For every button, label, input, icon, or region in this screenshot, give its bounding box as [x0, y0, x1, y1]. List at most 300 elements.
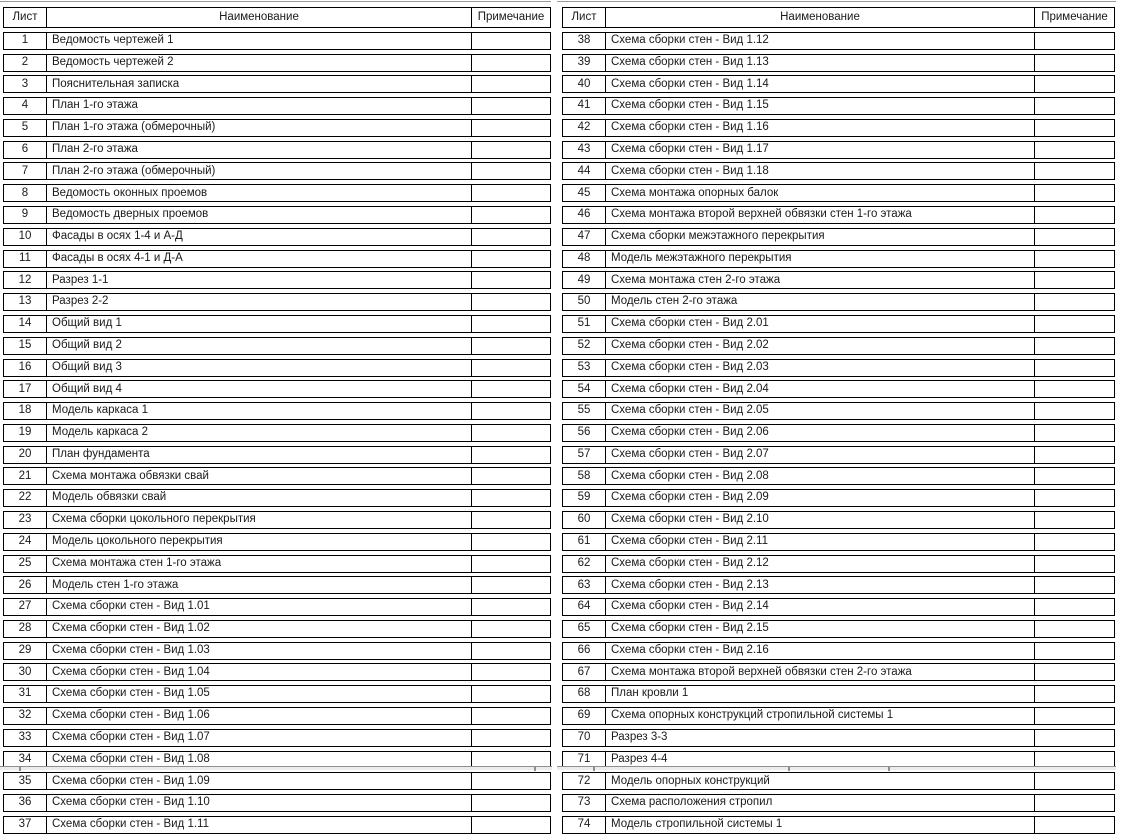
- sheet-number-cell: 68: [563, 686, 606, 702]
- table-row: [562, 511, 1115, 529]
- sheet-number-cell: 30: [4, 664, 47, 680]
- sheet-name-cell: Схема монтажа стен 2-го этажа: [611, 273, 781, 286]
- sheet-number-cell: 31: [4, 686, 47, 702]
- sheet-number-cell: 43: [563, 142, 606, 158]
- sheet-note-cell: [1034, 664, 1114, 680]
- sheet-name-cell: Схема сборки стен - Вид 2.12: [611, 556, 769, 569]
- sheet-note-cell: [1034, 272, 1114, 288]
- cut-line-bottom-right: [557, 766, 1116, 770]
- sheet-note-cell: [1034, 490, 1114, 506]
- sheet-name-cell: Общий вид 2: [52, 338, 122, 351]
- table-row: [3, 402, 551, 420]
- table-row: [562, 228, 1115, 246]
- sheet-note-cell: [1034, 55, 1114, 71]
- sheet-number-cell: 71: [563, 752, 606, 768]
- sheet-name-cell: План 2-го этажа: [52, 142, 138, 155]
- column-header-name: Наименование: [219, 10, 299, 23]
- sheet-name-cell: Схема сборки стен - Вид 2.15: [611, 622, 769, 635]
- sheet-name-cell: Схема сборки стен - Вид 2.01: [611, 317, 769, 330]
- sheet-number-cell: 38: [563, 33, 606, 49]
- sheet-name-cell: Схема сборки стен - Вид 2.11: [611, 535, 768, 547]
- sheet-note-cell: [1034, 447, 1114, 463]
- sheet-list-table-1-37: [3, 7, 551, 834]
- sheet-name-cell: План 1-го этажа (обмерочный): [52, 121, 216, 134]
- cut-row-divider: [19, 767, 21, 771]
- sheet-note-cell: [1034, 534, 1114, 550]
- sheet-note-cell: [1034, 251, 1114, 267]
- sheet-name-cell: Разрез 4-4: [611, 752, 668, 765]
- sheet-name-cell: Схема сборки стен - Вид 2.06: [611, 426, 769, 439]
- sheet-number-cell: 35: [4, 773, 47, 789]
- table-row: [3, 707, 551, 725]
- sheet-number-cell: 11: [4, 251, 47, 267]
- sheet-note-cell: [471, 577, 550, 593]
- table-row: [562, 598, 1115, 616]
- sheet-name-cell: Схема сборки стен - Вид 1.16: [611, 121, 769, 134]
- sheet-number-cell: 33: [4, 730, 47, 746]
- sheet-note-cell: [471, 33, 550, 49]
- sheet-name-cell: Схема сборки стен - Вид 2.05: [611, 404, 769, 417]
- sheet-name-cell: Разрез 2-2: [52, 295, 109, 308]
- sheet-number-cell: 17: [4, 381, 47, 397]
- sheet-note-cell: [1034, 294, 1114, 310]
- sheet-number-cell: 59: [563, 490, 606, 506]
- sheet-note-cell: [471, 621, 550, 637]
- sheet-number-cell: 37: [4, 817, 47, 833]
- column-header-name: Наименование: [780, 10, 860, 23]
- table-row: [562, 337, 1115, 355]
- sheet-note-cell: [471, 142, 550, 158]
- sheet-note-cell: [471, 120, 550, 136]
- sheet-note-cell: [471, 55, 550, 71]
- table-row: [3, 75, 551, 93]
- sheet-number-cell: 70: [563, 730, 606, 746]
- sheet-name-cell: Модель стропильной системы 1: [611, 818, 783, 831]
- cut-line-top-left: [0, 1, 551, 2]
- sheet-note-cell: [471, 643, 550, 659]
- sheet-number-cell: 34: [4, 752, 47, 768]
- column-header-sheet: Лист: [563, 8, 606, 27]
- sheet-name-cell: Модель стен 2-го этажа: [611, 295, 738, 308]
- sheet-name-cell: План 2-го этажа (обмерочный): [52, 164, 216, 177]
- sheet-name-cell: Схема сборки стен - Вид 1.09: [52, 774, 210, 787]
- sheet-note-cell: [471, 708, 550, 724]
- sheet-name-cell: Модель стен 1-го этажа: [52, 578, 179, 591]
- table-row: [3, 685, 551, 703]
- sheet-note-cell: [471, 98, 550, 114]
- sheet-number-cell: 48: [563, 251, 606, 267]
- sheet-number-cell: 40: [563, 76, 606, 92]
- table-row: [3, 97, 551, 115]
- sheet-note-cell: [471, 403, 550, 419]
- sheet-name-cell: Схема сборки стен - Вид 1.02: [52, 622, 210, 635]
- sheet-name-cell: Схема сборки стен - Вид 1.08: [52, 752, 210, 765]
- sheet-name-cell: План 1-го этажа: [52, 99, 138, 112]
- sheet-name-cell: Схема сборки стен - Вид 1.12: [611, 34, 769, 47]
- sheet-note-cell: [1034, 621, 1114, 637]
- sheet-note-cell: [1034, 708, 1114, 724]
- table-row: [562, 75, 1115, 93]
- table-row: [3, 250, 551, 268]
- table-row: [3, 337, 551, 355]
- sheet-number-cell: 51: [563, 316, 606, 332]
- sheet-name-cell: Схема сборки стен - Вид 1.14: [611, 77, 769, 90]
- sheet-number-cell: 72: [563, 773, 606, 789]
- sheet-number-cell: 15: [4, 338, 47, 354]
- cut-row-divider: [888, 767, 890, 771]
- table-row: [562, 576, 1115, 594]
- sheet-note-cell: [471, 447, 550, 463]
- sheet-number-cell: 49: [563, 272, 606, 288]
- table-row: [562, 685, 1115, 703]
- sheet-note-cell: [471, 185, 550, 201]
- table-row: [562, 97, 1115, 115]
- sheet-number-cell: 58: [563, 468, 606, 484]
- sheet-name-cell: План фундамента: [52, 447, 150, 460]
- sheet-note-cell: [471, 730, 550, 746]
- table-row: [562, 772, 1115, 790]
- sheet-name-cell: Схема сборки стен - Вид 2.04: [611, 382, 769, 395]
- sheet-name-cell: Схема монтажа второй верхней обвязки стен 1-го этажа: [611, 208, 912, 221]
- sheet-name-cell: Схема сборки стен - Вид 1.07: [52, 731, 210, 744]
- sheet-note-cell: [1034, 403, 1114, 419]
- table-row: [562, 119, 1115, 137]
- table-row: [3, 424, 551, 442]
- sheet-list-table-38-74: [562, 7, 1115, 834]
- sheet-number-cell: 28: [4, 621, 47, 637]
- sheet-number-cell: 36: [4, 795, 47, 811]
- sheet-number-cell: 47: [563, 229, 606, 245]
- sheet-name-cell: Схема сборки стен - Вид 1.18: [611, 164, 769, 177]
- sheet-number-cell: 42: [563, 120, 606, 136]
- sheet-note-cell: [471, 316, 550, 332]
- sheet-number-cell: 63: [563, 577, 606, 593]
- sheet-note-cell: [471, 599, 550, 615]
- table-row: [3, 119, 551, 137]
- sheet-note-cell: [471, 360, 550, 376]
- sheet-name-cell: Модель каркаса 2: [52, 426, 148, 439]
- table-row: [562, 359, 1115, 377]
- sheet-number-cell: 32: [4, 708, 47, 724]
- sheet-name-cell: Фасады в осях 1-4 и А-Д: [52, 230, 183, 243]
- sheet-note-cell: [1034, 76, 1114, 92]
- sheet-number-cell: 62: [563, 556, 606, 572]
- table-header-row: [3, 7, 551, 28]
- sheet-name-cell: Схема сборки стен - Вид 2.13: [611, 578, 769, 591]
- sheet-note-cell: [1034, 795, 1114, 811]
- table-row: [3, 511, 551, 529]
- sheet-note-cell: [471, 556, 550, 572]
- sheet-name-cell: Разрез 3-3: [611, 731, 668, 744]
- sheet-note-cell: [471, 512, 550, 528]
- sheet-number-cell: 24: [4, 534, 47, 550]
- table-row: [562, 402, 1115, 420]
- sheet-name-cell: Модель опорных конструкций: [611, 774, 770, 787]
- sheet-number-cell: 10: [4, 229, 47, 245]
- sheet-note-cell: [1034, 120, 1114, 136]
- table-row: [562, 32, 1115, 50]
- sheet-note-cell: [471, 76, 550, 92]
- sheet-note-cell: [1034, 817, 1114, 833]
- table-row: [3, 533, 551, 551]
- table-row: [3, 293, 551, 311]
- table-row: [3, 162, 551, 180]
- sheet-number-cell: 26: [4, 577, 47, 593]
- sheet-number-cell: 73: [563, 795, 606, 811]
- cut-row-divider: [788, 767, 790, 771]
- sheet-name-cell: Схема сборки стен - Вид 1.15: [611, 99, 769, 112]
- sheet-name-cell: Схема сборки межэтажного перекрытия: [611, 230, 825, 243]
- sheet-number-cell: 55: [563, 403, 606, 419]
- sheet-number-cell: 67: [563, 664, 606, 680]
- sheet-number-cell: 54: [563, 381, 606, 397]
- sheet-number-cell: 4: [4, 98, 47, 114]
- table-row: [562, 467, 1115, 485]
- table-row: [3, 359, 551, 377]
- sheet-number-cell: 2: [4, 55, 47, 71]
- table-row: [562, 315, 1115, 333]
- sheet-note-cell: [1034, 98, 1114, 114]
- sheet-number-cell: 53: [563, 360, 606, 376]
- sheet-number-cell: 45: [563, 185, 606, 201]
- sheet-name-cell: Схема сборки стен - Вид 1.13: [611, 55, 769, 68]
- sheet-name-cell: Общий вид 1: [52, 317, 122, 330]
- table-row: [562, 380, 1115, 398]
- sheet-note-cell: [471, 163, 550, 179]
- sheet-note-cell: [471, 817, 550, 833]
- sheet-name-cell: Схема монтажа обвязки свай: [52, 469, 209, 482]
- table-row: [562, 533, 1115, 551]
- table-row: [562, 620, 1115, 638]
- sheet-name-cell: Схема сборки стен - Вид 2.09: [611, 491, 769, 504]
- table-row: [3, 184, 551, 202]
- table-row: [562, 162, 1115, 180]
- sheet-name-cell: Модель межэтажного перекрытия: [611, 251, 792, 264]
- sheet-number-cell: 1: [4, 33, 47, 49]
- table-row: [562, 184, 1115, 202]
- table-row: [3, 729, 551, 747]
- table-row: [562, 489, 1115, 507]
- sheet-note-cell: [1034, 381, 1114, 397]
- sheet-name-cell: Ведомость чертежей 2: [52, 55, 174, 68]
- sheet-number-cell: 7: [4, 163, 47, 179]
- sheet-name-cell: Схема сборки стен - Вид 1.06: [52, 709, 210, 722]
- table-row: [3, 54, 551, 72]
- sheet-number-cell: 69: [563, 708, 606, 724]
- sheet-name-cell: Схема сборки стен - Вид 1.01: [52, 600, 210, 613]
- sheet-name-cell: Схема расположения стропил: [611, 796, 773, 809]
- table-row: [562, 424, 1115, 442]
- table-row: [3, 228, 551, 246]
- sheet-note-cell: [1034, 686, 1114, 702]
- sheet-name-cell: Схема сборки стен - Вид 1.03: [52, 643, 210, 656]
- sheet-note-cell: [471, 534, 550, 550]
- table-row: [3, 816, 551, 834]
- sheet-number-cell: 29: [4, 643, 47, 659]
- table-row: [562, 642, 1115, 660]
- sheet-name-cell: Схема сборки цокольного перекрытия: [52, 513, 256, 526]
- sheet-note-cell: [471, 381, 550, 397]
- table-row: [3, 206, 551, 224]
- sheet-note-cell: [471, 272, 550, 288]
- table-row: [3, 772, 551, 790]
- table-row: [3, 576, 551, 594]
- table-row: [3, 380, 551, 398]
- sheet-name-cell: Ведомость оконных проемов: [52, 186, 208, 199]
- column-header-sheet: Лист: [4, 8, 47, 27]
- sheet-note-cell: [1034, 207, 1114, 223]
- table-row: [562, 271, 1115, 289]
- table-body: [562, 30, 1115, 834]
- sheet-name-cell: Общий вид 3: [52, 360, 122, 373]
- sheet-number-cell: 21: [4, 468, 47, 484]
- sheet-note-cell: [1034, 599, 1114, 615]
- sheet-number-cell: 41: [563, 98, 606, 114]
- sheet-note-cell: [1034, 730, 1114, 746]
- table-row: [562, 707, 1115, 725]
- sheet-note-cell: [471, 229, 550, 245]
- sheet-number-cell: 19: [4, 425, 47, 441]
- table-row: [3, 598, 551, 616]
- table-body: [3, 30, 551, 834]
- table-row: [3, 467, 551, 485]
- sheet-note-cell: [471, 664, 550, 680]
- table-row: [3, 663, 551, 681]
- table-row: [3, 271, 551, 289]
- sheet-note-cell: [1034, 512, 1114, 528]
- sheet-name-cell: Схема монтажа опорных балок: [611, 186, 779, 199]
- sheet-number-cell: 52: [563, 338, 606, 354]
- sheet-number-cell: 18: [4, 403, 47, 419]
- sheet-name-cell: Схема опорных конструкций стропильной системы 1: [611, 709, 894, 722]
- table-row: [562, 555, 1115, 573]
- table-row: [562, 729, 1115, 747]
- sheet-number-cell: 8: [4, 185, 47, 201]
- sheet-note-cell: [1034, 142, 1114, 158]
- sheet-name-cell: Модель обвязки свай: [52, 491, 167, 504]
- sheet-note-cell: [471, 338, 550, 354]
- table-row: [3, 489, 551, 507]
- table-row: [3, 555, 551, 573]
- sheet-name-cell: Схема сборки стен - Вид 2.14: [611, 600, 769, 613]
- sheet-number-cell: 44: [563, 163, 606, 179]
- table-row: [562, 250, 1115, 268]
- column-header-note: Примечание: [471, 8, 550, 27]
- sheet-number-cell: 39: [563, 55, 606, 71]
- sheet-number-cell: 5: [4, 120, 47, 136]
- sheet-number-cell: 27: [4, 599, 47, 615]
- sheet-note-cell: [471, 490, 550, 506]
- sheet-note-cell: [1034, 338, 1114, 354]
- table-row: [3, 620, 551, 638]
- sheet-name-cell: Схема сборки стен - Вид 2.16: [611, 643, 769, 656]
- sheet-note-cell: [471, 468, 550, 484]
- sheet-note-cell: [1034, 577, 1114, 593]
- sheet-note-cell: [471, 686, 550, 702]
- sheet-number-cell: 23: [4, 512, 47, 528]
- sheet-name-cell: Схема сборки стен - Вид 2.07: [611, 447, 769, 460]
- sheet-number-cell: 16: [4, 360, 47, 376]
- cut-line-bottom-left: [0, 766, 552, 770]
- sheet-number-cell: 65: [563, 621, 606, 637]
- table-row: [3, 32, 551, 50]
- sheet-note-cell: [471, 795, 550, 811]
- sheet-name-cell: Схема сборки стен - Вид 1.17: [611, 142, 769, 155]
- table-row: [562, 794, 1115, 812]
- table-row: [562, 663, 1115, 681]
- sheet-name-cell: Ведомость дверных проемов: [52, 208, 209, 221]
- sheet-number-cell: 6: [4, 142, 47, 158]
- sheet-note-cell: [1034, 360, 1114, 376]
- sheet-number-cell: 46: [563, 207, 606, 223]
- table-row: [3, 141, 551, 159]
- sheet-name-cell: Схема монтажа стен 1-го этажа: [52, 556, 222, 569]
- sheet-note-cell: [1034, 185, 1114, 201]
- sheet-number-cell: 3: [4, 76, 47, 92]
- sheet-note-cell: [471, 251, 550, 267]
- sheet-note-cell: [1034, 643, 1114, 659]
- sheet-name-cell: Разрез 1-1: [52, 273, 109, 286]
- sheet-number-cell: 57: [563, 447, 606, 463]
- table-row: [3, 642, 551, 660]
- table-row: [3, 315, 551, 333]
- table-row: [562, 293, 1115, 311]
- sheet-name-cell: Модель цокольного перекрытия: [52, 535, 223, 547]
- sheet-note-cell: [471, 425, 550, 441]
- table-header-row: [562, 7, 1115, 28]
- sheet-name-cell: Схема сборки стен - Вид 2.03: [611, 360, 769, 373]
- table-row: [562, 54, 1115, 72]
- sheet-name-cell: Схема сборки стен - Вид 1.10: [52, 796, 210, 809]
- sheet-name-cell: Ведомость чертежей 1: [52, 34, 174, 47]
- sheet-name-cell: Общий вид 4: [52, 382, 122, 395]
- table-row: [562, 816, 1115, 834]
- sheet-note-cell: [1034, 773, 1114, 789]
- sheet-name-cell: Модель каркаса 1: [52, 404, 148, 417]
- sheet-number-cell: 22: [4, 490, 47, 506]
- sheet-note-cell: [1034, 163, 1114, 179]
- sheet-name-cell: План кровли 1: [611, 687, 689, 700]
- cut-row-divider: [593, 767, 595, 771]
- sheet-number-cell: 9: [4, 207, 47, 223]
- sheet-note-cell: [1034, 229, 1114, 245]
- sheet-name-cell: Схема сборки стен - Вид 2.02: [611, 338, 769, 351]
- column-header-note: Примечание: [1034, 8, 1114, 27]
- sheet-name-cell: Схема сборки стен - Вид 1.11: [52, 818, 209, 831]
- sheet-name-cell: Схема сборки стен - Вид 2.10: [611, 513, 769, 526]
- sheet-name-cell: Схема сборки стен - Вид 1.04: [52, 665, 210, 678]
- sheet-note-cell: [471, 207, 550, 223]
- sheet-number-cell: 61: [563, 534, 606, 550]
- sheet-number-cell: 64: [563, 599, 606, 615]
- sheet-number-cell: 14: [4, 316, 47, 332]
- sheet-name-cell: Схема монтажа второй верхней обвязки стен 2-го этажа: [611, 665, 912, 678]
- table-row: [3, 794, 551, 812]
- sheet-name-cell: Пояснительная записка: [52, 77, 180, 90]
- sheet-note-cell: [1034, 556, 1114, 572]
- sheet-name-cell: Схема сборки стен - Вид 2.08: [611, 469, 769, 482]
- sheet-number-cell: 25: [4, 556, 47, 572]
- sheet-name-cell: Схема сборки стен - Вид 1.05: [52, 687, 210, 700]
- table-row: [562, 446, 1115, 464]
- cut-line-top-right: [557, 1, 1116, 2]
- sheet-number-cell: 13: [4, 294, 47, 310]
- sheet-number-cell: 60: [563, 512, 606, 528]
- sheet-note-cell: [1034, 468, 1114, 484]
- table-row: [562, 141, 1115, 159]
- sheet-note-cell: [471, 773, 550, 789]
- sheet-note-cell: [1034, 425, 1114, 441]
